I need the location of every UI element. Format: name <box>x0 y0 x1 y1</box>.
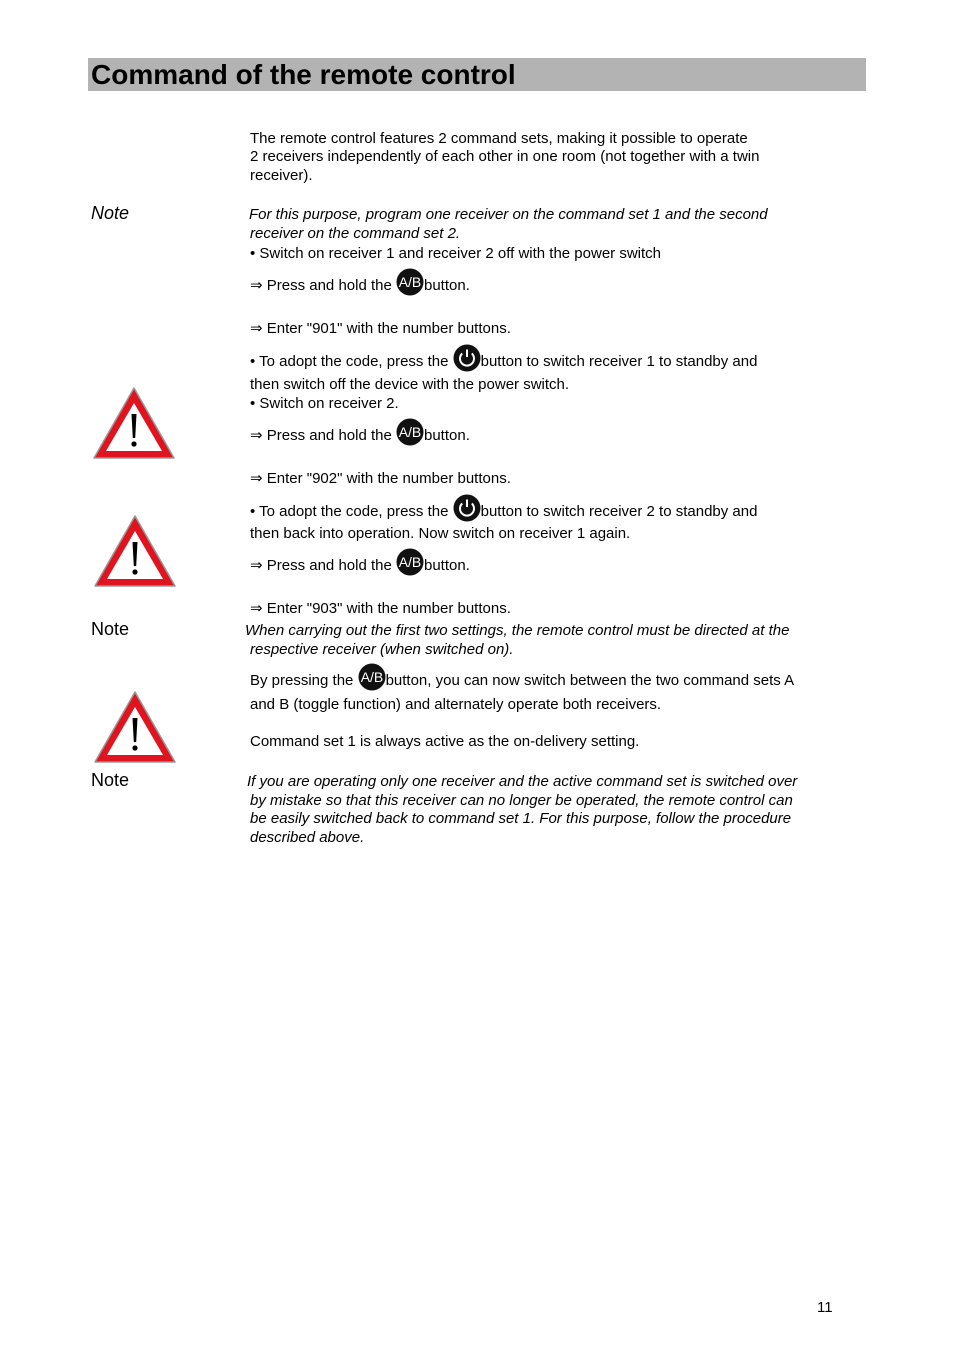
button-word: button. <box>424 277 470 294</box>
press-hold-step-2 <box>250 418 470 450</box>
warning-icon-1 <box>92 386 176 460</box>
toggle-text: By pressing the <box>250 672 354 689</box>
intro-line-3: receiver). <box>250 167 313 184</box>
press-hold-text: ⇒ Press and hold the <box>250 557 392 574</box>
adopt1-line-2: then switch off the device with the power switch. <box>250 376 570 393</box>
note-label-3: Note <box>91 770 130 790</box>
power-button-icon <box>453 494 481 522</box>
adopt-text: • To adopt the code, press the <box>250 503 449 520</box>
press-hold-step-1 <box>250 268 470 300</box>
ab-button-icon <box>396 268 424 296</box>
press-hold-step-3 <box>250 548 470 580</box>
note1-line-1: For this purpose, program one receiver on the command set 1 and the second <box>249 206 768 223</box>
note1-line-2: receiver on the command set 2. <box>250 225 461 242</box>
ab-button-icon <box>358 663 386 691</box>
adopt2-rest: button to switch receiver 2 to standby and <box>480 503 758 520</box>
note-label-2: Note <box>91 619 130 639</box>
toggle-line-2: and B (toggle function) and alternately operate both receivers. <box>250 696 662 713</box>
default-setting-text: Command set 1 is always active as the on-delivery setting. <box>250 733 640 750</box>
note3-line-1: If you are operating only one receiver and the active command set is switched over <box>247 773 798 790</box>
note2-line-1: When carrying out the first two settings, the remote control must be directed at the <box>245 622 790 639</box>
note3-line-2: by mistake so that this receiver can no longer be operated, the remote control can <box>250 792 793 809</box>
adopt-step-1 <box>250 344 757 376</box>
power-button-icon <box>453 344 481 372</box>
toggle-rest: button, you can now switch between the two command sets A <box>385 672 795 689</box>
page-number: 11 <box>817 1299 833 1316</box>
adopt2-line-2: then back into operation. Now switch on receiver 1 again. <box>250 525 631 542</box>
adopt1-rest: button to switch receiver 1 to standby and <box>480 353 758 370</box>
page-title: Command of the remote control <box>91 59 516 90</box>
intro-line-2: 2 receivers independently of each other in one room (not together with a twin <box>250 148 760 165</box>
warning-icon-2 <box>93 514 177 588</box>
note2-line-2: respective receiver (when switched on). <box>250 641 514 658</box>
adopt-step-2 <box>250 494 757 526</box>
ab-button-icon <box>396 418 424 446</box>
toggle-step <box>250 663 794 695</box>
warning-icon-3 <box>93 690 177 764</box>
button-word: button. <box>424 557 470 574</box>
step-switch-receiver-2: • Switch on receiver 2. <box>250 395 399 412</box>
enter-903-step: ⇒ Enter "903" with the number buttons. <box>250 600 511 617</box>
note-label-1: Note <box>91 203 130 223</box>
note3-line-3: be easily switched back to command set 1. For this purpose, follow the procedure <box>250 810 792 827</box>
press-hold-text: ⇒ Press and hold the <box>250 277 392 294</box>
ab-button-icon <box>396 548 424 576</box>
note3-line-4: described above. <box>250 829 365 846</box>
intro-line-1: The remote control features 2 command sets, making it possible to operate <box>250 130 748 147</box>
button-word: button. <box>424 427 470 444</box>
enter-901-step: ⇒ Enter "901" with the number buttons. <box>250 320 511 337</box>
adopt-text: • To adopt the code, press the <box>250 353 449 370</box>
press-hold-text: ⇒ Press and hold the <box>250 427 392 444</box>
enter-902-step: ⇒ Enter "902" with the number buttons. <box>250 470 511 487</box>
step-switch-receivers: • Switch on receiver 1 and receiver 2 off with the power switch <box>250 245 661 262</box>
